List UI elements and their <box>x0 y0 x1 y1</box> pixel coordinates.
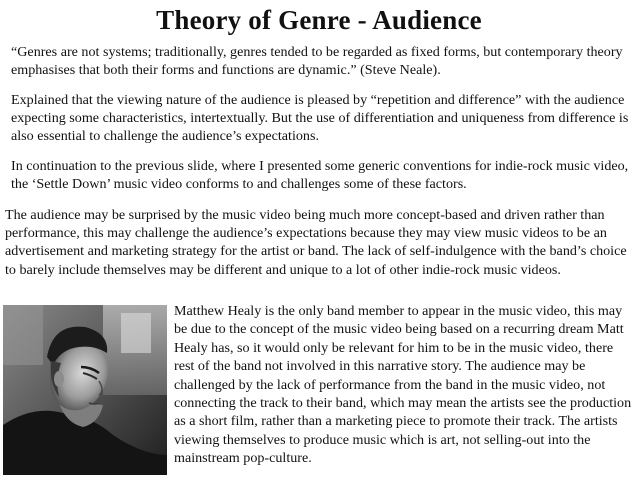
surprise-paragraph: The audience may be surprised by the music video being much more concept-based and driven rather than performance, this may challenge the audience’s expectations because they may view music videos to be an advertisement and marketing strategy for the artist or band. The lack of self-indulgence with the band’s choice to barely include themselves may be different and unique to a lot of other indie-rock music videos. <box>5 207 627 278</box>
healy-paragraph: Matthew Healy is the only band member to appear in the music video, this may be due to the concept of the music video being based on a recurring dream Matt Healy has, so it would only be relevant for him to be in the music video, there rest of the band not involved in this narrative story. The audience may be challenged by the lack of performance from the band in the music video, not connecting the track to their band, which may mean the artists see the production as a short film, rather than a marketing piece to promote their track. The artists viewing themselves to produce music which is art, not selling-out into the mainstream pop-culture. <box>174 303 632 467</box>
quote-paragraph: “Genres are not systems; traditionally, genres tended to be regarded as fixed forms, but contemporary theory emphasises that both their forms and functions are dynamic.” (Steve Neale). <box>11 44 623 79</box>
music-video-still-image <box>3 305 167 475</box>
viewing-paragraph: Explained that the viewing nature of the audience is pleased by “repetition and difference” with the audience expecting some characteristics, intertextually. But the use of differentiation and uniqueness from difference is also essential to challenge the audience’s expectations. <box>11 92 629 145</box>
continuation-paragraph: In continuation to the previous slide, where I presented some generic conventions for indie-rock music video, the ‘Settle Down’ music video conforms to and challenges some of these factors. <box>11 158 629 193</box>
slide-title: Theory of Genre - Audience <box>156 5 482 35</box>
